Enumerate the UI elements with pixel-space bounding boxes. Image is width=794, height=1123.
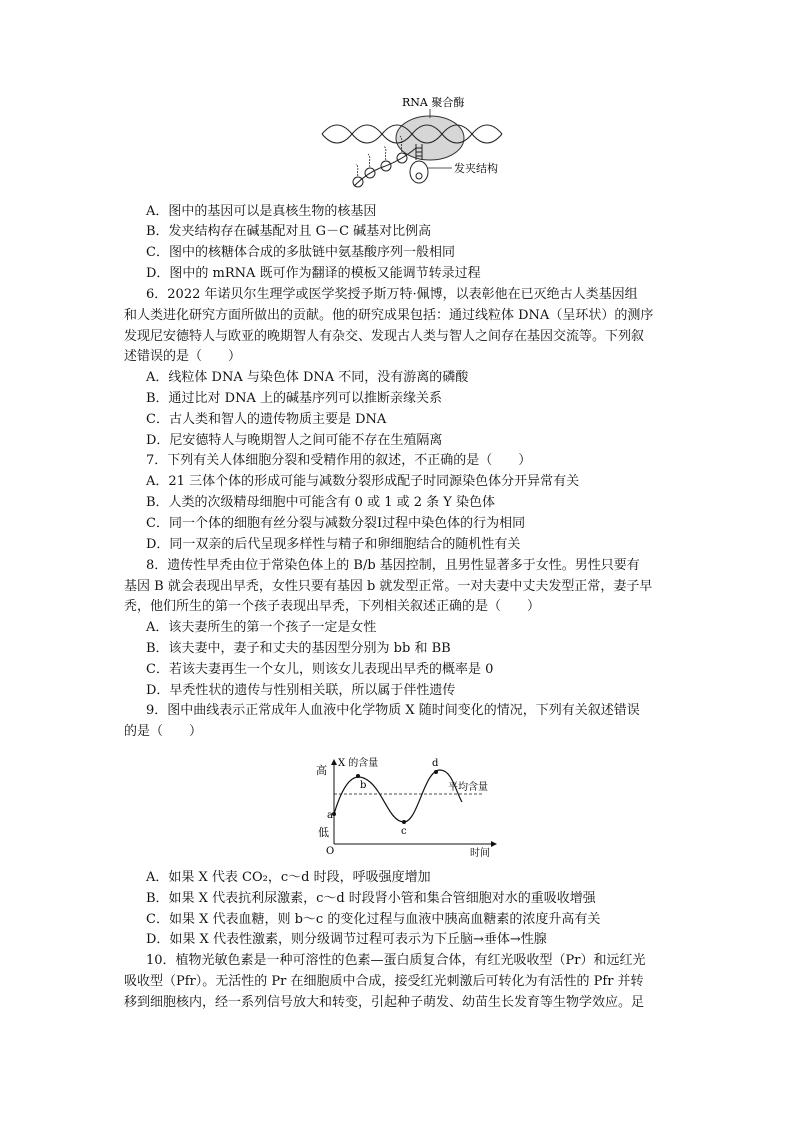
q8-stem-line-3: 秃，他们所生的第一个孩子表现出早秃，下列相关叙述正确的是（ ） [124, 599, 541, 614]
figure-transcription [318, 92, 518, 196]
q9-option-d[interactable]: D．如果 X 代表性激素，则分级调节过程可表示为下丘脑→垂体→性腺 [146, 932, 547, 947]
q6-stem-line-3: 发现尼安德特人与欧亚的晚期智人有杂交、发现古人类与智人之间存在基因交流等。下列叙 [124, 329, 645, 344]
q7-stem-line-1: 7．下列有关人体细胞分裂和受精作用的叙述，不正确的是（ ） [146, 453, 532, 468]
q9-option-c[interactable]: C．如果 X 代表血糖，则 b～c 的变化过程与血液中胰高血糖素的浓度升高有关 [146, 912, 601, 927]
point-c [402, 820, 406, 824]
q7-option-b[interactable]: B．人类的次级精母细胞中可能含有 0 或 1 或 2 条 Y 染色体 [146, 495, 496, 510]
rna-polymerase-shape [396, 116, 464, 160]
enzyme-label: RNA 聚合酶 [402, 96, 465, 109]
q10-stem-line-2: 吸收型（Pfr）。无活性的 Pr 在细胞质中合成，接受红光刺激后可转化为有活性的 Pfr 并转 [124, 974, 644, 989]
q5-option-a[interactable]: A．图中的基因可以是真核生物的核基因 [146, 204, 377, 219]
x-content-curve [334, 770, 462, 822]
q9-stem-line-2: 的是（ ） [124, 724, 203, 739]
q7-option-a[interactable]: A．21 三体个体的形成可能与减数分裂形成配子时同源染色体分开异常有关 [146, 474, 580, 489]
hairpin-label: 发夹结构 [454, 162, 498, 175]
q8-option-a[interactable]: A．该夫妻所生的第一个孩子一定是女性 [146, 620, 377, 635]
q5-option-b[interactable]: B．发夹结构存在碱基配对且 G－C 碱基对比例高 [146, 224, 432, 239]
hairpin-loop [410, 161, 428, 183]
q6-option-d[interactable]: D．尼安德特人与晚期智人之间可能不存在生殖隔离 [146, 433, 443, 448]
point-d [434, 770, 438, 774]
label-d: d [432, 758, 439, 769]
q5-option-d[interactable]: D．图中的 mRNA 既可作为翻译的模板又能调节转录过程 [146, 266, 481, 281]
q6-stem-line-1: 6．2022 年诺贝尔生理学或医学奖授予斯万特·佩博，以表彰他在已灭绝古人类基因组 [146, 287, 638, 302]
q9-option-a[interactable]: A．如果 X 代表 CO₂，c～d 时段，呼吸强度增加 [146, 870, 431, 885]
q9-option-b[interactable]: B．如果 X 代表抗利尿激素，c～d 时段肾小管和集合管细胞对水的重吸收增强 [146, 891, 596, 906]
y-low-label: 低 [318, 826, 329, 839]
label-a: a [327, 810, 333, 821]
q8-option-d[interactable]: D．早秃性状的遗传与性别相关联，所以属于伴性遗传 [146, 683, 456, 698]
q8-option-c[interactable]: C．若该夫妻再生一个女儿，则该女儿表现出早秃的概率是 0 [146, 662, 494, 677]
q9-stem-line-1: 9．图中曲线表示正常成年人血液中化学物质 X 随时间变化的情况，下列有关叙述错误 [146, 703, 640, 718]
q8-option-b[interactable]: B．该夫妻中，妻子和丈夫的基因型分别为 bb 和 BB [146, 641, 451, 656]
q8-stem-line-1: 8．遗传性早秃由位于常染色体上的 B/b 基因控制，且男性显著多于女性。男性只要有 [146, 558, 640, 573]
figure-x-content-curve [312, 752, 502, 858]
q6-option-b[interactable]: B．通过比对 DNA 上的碱基序列可以推断亲缘关系 [146, 391, 443, 406]
point-b [356, 774, 360, 778]
label-c: c [401, 826, 407, 837]
q7-option-d[interactable]: D．同一双亲的后代呈现多样性与精子和卵细胞结合的随机性有关 [146, 537, 521, 552]
q6-stem-line-4: 述错误的是（ ） [124, 349, 242, 364]
q5-option-c[interactable]: C．图中的核糖体合成的多肽链中氨基酸序列一般相同 [146, 245, 455, 260]
origin-label: O [326, 846, 335, 857]
q10-stem-line-1: 10．植物光敏色素是一种可溶性的色素—蛋白质复合体，有红光吸收型（Pr）和远红光 [146, 953, 646, 968]
x-axis-label: 时间 [470, 848, 490, 858]
label-b: b [360, 780, 367, 791]
q6-option-c[interactable]: C．古人类和智人的遗传物质主要是 DNA [146, 412, 387, 427]
y-high-label: 高 [316, 764, 327, 777]
y-axis-label: X 的含量 [338, 758, 379, 769]
q6-stem-line-2: 和人类进化研究方面所做出的贡献。他的研究成果包括：通过线粒体 DNA（呈环状）的测序 [124, 308, 654, 323]
q8-stem-line-2: 基因 B 就会表现出早秃，女性只要有基因 b 就发型正常。一对夫妻中丈夫发型正常，妻子早 [124, 579, 653, 594]
q10-stem-line-3: 移到细胞核内，经一系列信号放大和转变，引起种子萌发、幼苗生长发育等生物学效应。足 [124, 995, 645, 1010]
average-label: 平均含量 [448, 782, 488, 793]
q7-option-c[interactable]: C．同一个体的细胞有丝分裂与减数分裂Ⅰ过程中染色体的行为相同 [146, 516, 526, 531]
q6-option-a[interactable]: A．线粒体 DNA 与染色体 DNA 不同，没有游离的磷酸 [146, 370, 469, 385]
